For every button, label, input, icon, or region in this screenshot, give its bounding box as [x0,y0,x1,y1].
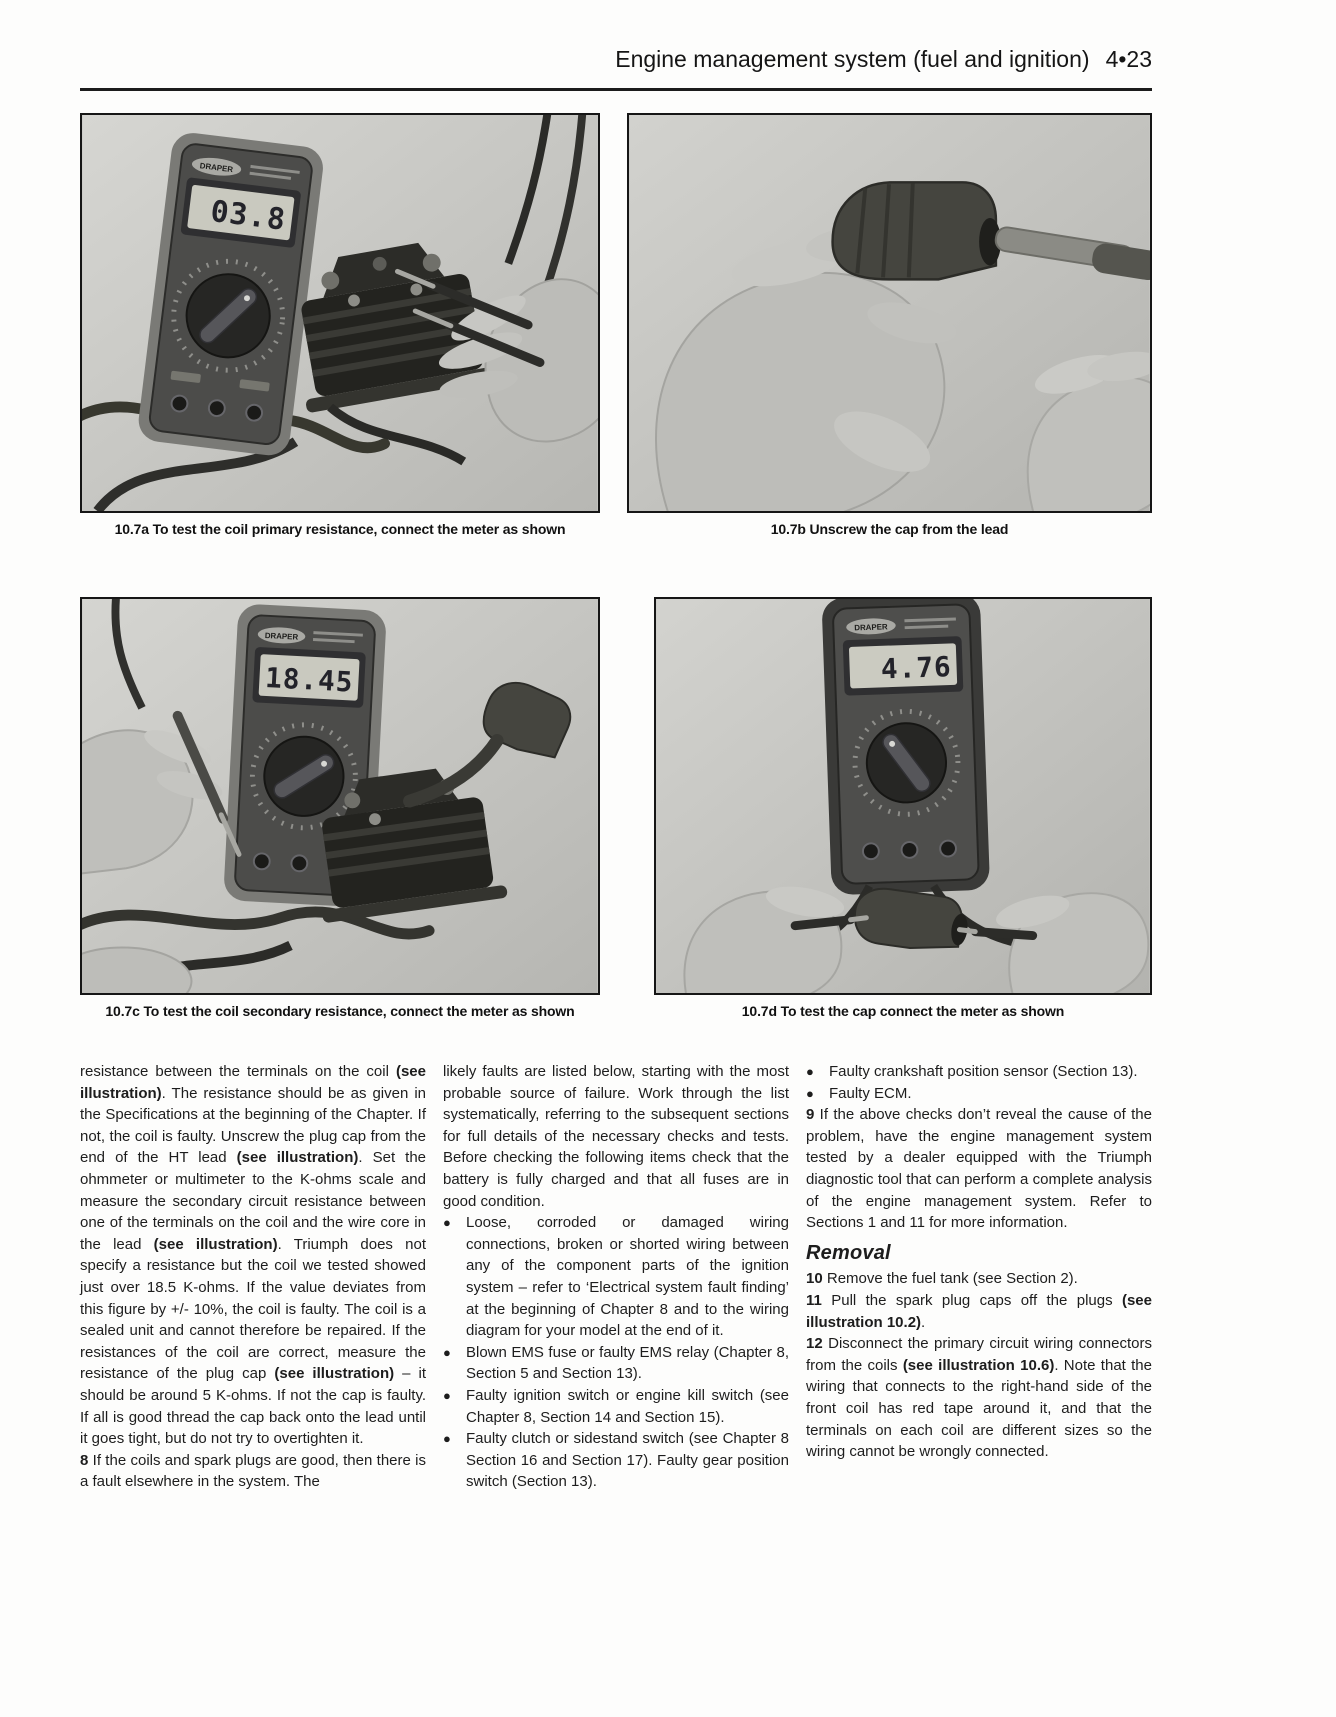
meter-reading: 18.45 [264,661,355,699]
bullet-text: Faulty clutch or sidestand switch (see Chapter 8 Section 16 and Section 17). Faulty gear position switch (Section 13). [466,1430,789,1491]
meter-reading: 03.8 [208,193,288,238]
figure-10-7d [654,597,1152,1021]
page-content [80,0,1152,1493]
paragraph: resistance between the terminals on the coil (see illustration). The resistance should be as given in the Specifications at the beginning of the Chapter. If not, the coil is faulty. Unscrew the plug cap from the end of the HT lead (see illustration). Set the ohmmeter or multimeter to the K-ohms scale and measure the secondary circuit resistance between one of the terminals on the coil and the wire core in the lead (see illustration). Triumph does not specify a resistance but the coil we tested showed just over 18.5 K-ohms. If the value deviates from this figure by +/- 10%, the coil is faulty. The coil is a sealed unit and cannot therefore be repaired. If the resistances of the coil are correct, measure the resistance of the plug cap (see illustration) – it should be around 5 K-ohms. If not the cap is faulty. If all is good thread the cap back onto the lead until it goes tight, but do not try to overtighten it. [80,1063,427,1448]
bullet-icon: ● [806,1064,814,1079]
page-number: 4•23 [1105,46,1152,72]
meter-brand-label: DRAPER [854,622,888,633]
figure-caption: 10.7a To test the coil primary resistance, connect the meter as shown [114,521,566,537]
figure-caption: 10.7d To test the cap connect the meter as shown [741,1003,1065,1019]
bullet-icon: ● [806,1085,814,1101]
photo-row-bottom [80,597,1152,1021]
page-header [80,0,1152,73]
bullet-text: Faulty ignition switch or engine kill switch (see Chapter 8, Section 14 and Section 15). [466,1386,789,1426]
meter-port [291,855,308,872]
bullet-item [443,1385,789,1428]
figure-10-7a [80,113,600,539]
figure-caption: 10.7b Unscrew the cap from the lead [770,521,1009,537]
photo-cap-test [654,597,1152,995]
bullet-item [443,1428,789,1493]
bullet-item [443,1342,789,1385]
bullet-icon: ● [443,1344,451,1360]
meter-port [940,840,956,856]
bullet-item [443,1212,789,1342]
bullet-item [806,1061,1152,1083]
removal-heading: Removal [806,1241,891,1264]
paragraph-step-12: 12 Disconnect the primary circuit wiring connectors from the coils (see illustration 10.6). Note that the wiring that connects to the right-hand side of the front coil has red tape around it, and that the terminals on each coil are different sizes so the wiring cannot be wrongly connected. [806,1335,1152,1461]
meter-port [245,404,263,422]
body-text [80,1061,1152,1493]
paragraph-step-8: 8 If the coils and spark plugs are good, then there is a fault elsewhere in the system. The [80,1451,426,1491]
meter-port [171,395,189,413]
bullet-icon: ● [443,1387,451,1403]
photo-row-top [80,113,1152,539]
multimeter-illustration [821,597,990,895]
bullet-text: Blown EMS fuse or faulty EMS relay (Chapter 8, Section 5 and Section 13). [466,1343,789,1383]
bullet-icon: ● [443,1215,451,1231]
meter-brand-label: DRAPER [264,630,299,642]
meter-brand-label: DRAPER [199,161,234,175]
paragraph: likely faults are listed below, starting with the most probable source of failure. Work through the list systematically, referring to the subsequent sections for full details of the necessary checks and tests. Before checking the following items check that the battery is fully charged and that all fuses are in good condition. [443,1063,789,1210]
meter-reading: 4.76 [880,650,953,686]
header-rule [80,88,1152,91]
bullet-text: Loose, corroded or damaged wiring connections, broken or shorted wiring between any of the component parts of the ignition system – refer to ‘Electrical system fault finding’ at the beginning of Chapter 8 and to the wiring diagram for your model at the end of it. [466,1214,789,1340]
gloved-hand-illustration [1028,347,1152,513]
figure-10-7c [80,597,600,1021]
bullet-icon: ● [443,1431,451,1447]
paragraph-step-11: 11 Pull the spark plug caps off the plugs (see illustration 10.2). [806,1291,1152,1331]
bullet-item [806,1083,1152,1105]
paragraph-step-10: 10 Remove the fuel tank (see Section 2). [806,1270,1078,1288]
meter-port [901,842,917,858]
bullet-text: Faulty ECM. [829,1084,912,1102]
spark-plug-cap-illustration [833,182,1001,279]
text-column-2 [443,1061,789,1493]
photo-unscrew-cap [627,113,1152,513]
page-title: Engine management system (fuel and ignition) [615,46,1090,72]
meter-port [208,399,226,417]
bullet-text: Faulty crankshaft position sensor (Section 13). [829,1063,1138,1080]
meter-port [253,853,270,870]
text-column-3 [806,1061,1152,1493]
meter-port [863,843,879,859]
photo-coil-primary-test [80,113,600,513]
figure-10-7b [627,113,1152,539]
figure-caption: 10.7c To test the coil secondary resistance, connect the meter as shown [105,1003,575,1019]
photo-coil-secondary-test [80,597,600,995]
text-column-1 [80,1061,426,1493]
paragraph-step-9: 9 If the above checks don’t reveal the cause of the problem, have the engine management system tested by a dealer equipped with the Triumph diagnostic tool that can perform a complete analysis of the engine management system. Refer to Sections 1 and 11 for more information. [806,1106,1152,1232]
